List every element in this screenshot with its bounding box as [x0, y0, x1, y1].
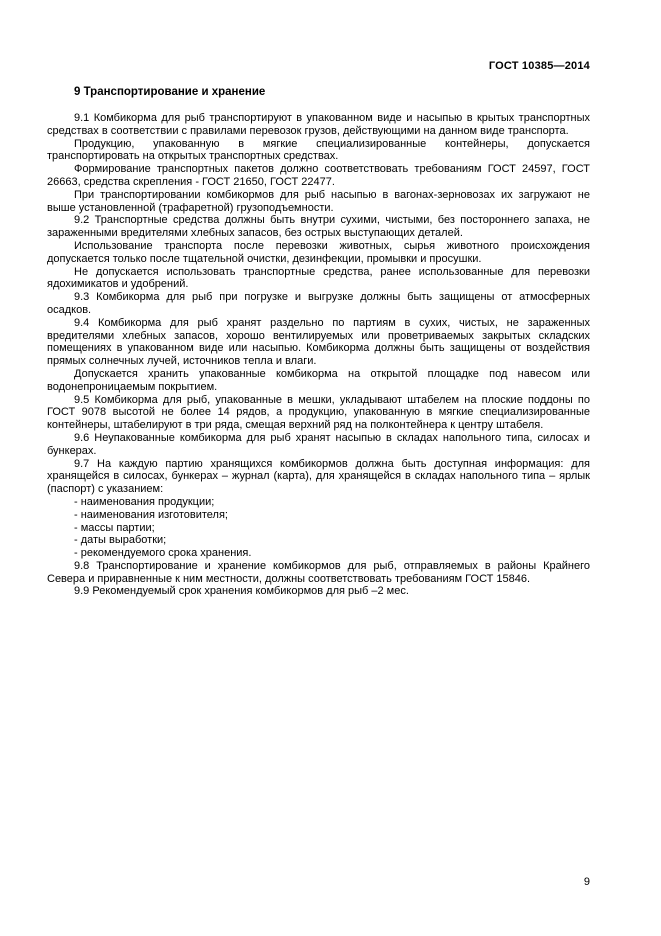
list-item: - наименования продукции;: [74, 495, 215, 508]
paragraph: 9.4 Комбикорма для рыб хранят раздельно по партиям в сухих, чистых, не зараженных вредителями хлебных запасов, хорошо вентилируемых или проветриваемых закрытых складских помещениях в упакованном виде или насыпью. Комбикорма должны быть защищены от воздействия прямых солнечных лучей, источников тепла и влаги.: [47, 316, 590, 368]
paragraph: Допускается хранить упакованные комбикорма на открытой площадке под навесом или водонепроницаемым покрытием.: [47, 367, 590, 393]
page-number: 9: [583, 876, 590, 888]
paragraph: 9.1 Комбикорма для рыб транспортируют в упакованном виде и насыпью в крытых транспортных средствах в соответствии с правилами перевозок грузов, действующими на данном виде транспорта.: [47, 112, 590, 137]
list-item: - наименования изготовителя;: [74, 508, 228, 521]
list-item: - рекомендуемого срока хранения.: [74, 547, 252, 560]
document-header: ГОСТ 10385—2014: [488, 60, 590, 72]
paragraph: 9.7 На каждую партию хранящихся комбикормов должна быть доступная информация: для хранящейся в силосах, бункерах – журнал (карта), для хранящейся в складах напольного типа – ярлык (паспорт) с указанием:: [47, 457, 590, 496]
paragraph: Формирование транспортных пакетов должно соответствовать требованиям ГОСТ 24597, ГОСТ 26663, средства скрепления - ГОСТ 21650, ГОСТ 22477.: [47, 163, 590, 188]
list-item: - даты выработки;: [74, 534, 167, 547]
paragraph: 9.9 Рекомендуемый срок хранения комбикормов для рыб –2 мес.: [74, 585, 409, 598]
paragraph: 9.8 Транспортирование и хранение комбикормов для рыб, отправляемых в районы Крайнего Севера и приравненные к ним местности, должны соответствовать требованиям ГОСТ 15846.: [47, 559, 590, 585]
paragraph: Продукцию, упакованную в мягкие специализированные контейнеры, допускается транспортировать на открытых транспортных средствах.: [47, 137, 590, 163]
paragraph: 9.3 Комбикорма для рыб при погрузке и выгрузке должны быть защищены от атмосферных осадков.: [47, 291, 590, 316]
paragraph: Использование транспорта после перевозки животных, сырья животного происхождения допускается только после тщательной очистки, дезинфекции, промывки и просушки.: [47, 239, 590, 265]
paragraph: При транспортировании комбикормов для рыб насыпью в вагонах-зерновозах их загружают не выше установленной (трафаретной) грузоподъемности.: [47, 188, 590, 214]
paragraph: 9.5 Комбикорма для рыб, упакованные в мешки, укладывают штабелем на плоские поддоны по ГОСТ 9078 высотой не более 14 рядов, а продукцию, упакованную в мягкие специализированные контейнеры, штабелируют в три ряда, смещая верхний ряд на полконтейнера к центру штабеля.: [47, 393, 590, 432]
document-body: [47, 112, 590, 598]
paragraph: 9.6 Неупакованные комбикорма для рыб хранят насыпью в складах напольного типа, силосах и бункерах.: [47, 431, 590, 457]
list-item: - массы партии;: [74, 521, 155, 534]
paragraph: 9.2 Транспортные средства должны быть внутри сухими, чистыми, без постороннего запаха, не зараженными вредителями хлебных запасов, без острых выступающих деталей.: [47, 214, 590, 240]
section-title: 9 Транспортирование и хранение: [74, 86, 266, 98]
paragraph: Не допускается использовать транспортные средства, ранее использованные для перевозки ядохимикатов и удобрений.: [47, 265, 590, 291]
